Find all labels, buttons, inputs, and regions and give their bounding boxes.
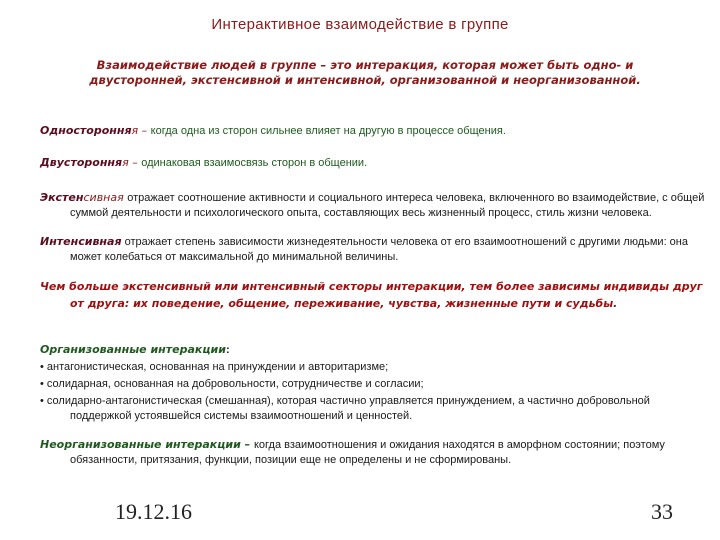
organized-item-3: • солидарно-антагонистическая (смешанная), которая частично управляется принуждением, а частично добровольной поддержкой устоявшейся системы взаимоотношений и ценностей. <box>40 395 650 422</box>
one-sided-term: Одностороння <box>40 124 132 137</box>
unorganized-paragraph <box>40 438 710 467</box>
unorganized-heading: Неорганизованные интеракции – <box>40 438 254 451</box>
organized-heading-text: Организованные интеракции <box>40 343 226 356</box>
footer-date: 19.12.16 <box>115 499 192 524</box>
one-sided-paragraph <box>40 124 710 139</box>
emphasis-paragraph: Чем больше экстенсивный или интенсивный секторы интеракции, тем более зависимы индивиды друг от друга: их поведение, общение, переживание, чувства, жизненные пути и судьбы. <box>40 280 703 310</box>
page-number: 33 <box>651 499 673 524</box>
slide-title: Интерактивное взаимодействие в группе <box>211 16 509 33</box>
intensive-text: отражает степень зависимости жизнедеятельности человека от его взаимоотношений с другими людьми: она может колебаться от максимальной до минимальной величины. <box>70 236 688 263</box>
extensive-term-suffix: сивная <box>83 191 128 204</box>
intensive-term: Интенсивная <box>40 235 122 248</box>
intro-paragraph: Взаимодействие людей в группе – это интеракция, которая может быть одно- и двусторонней, экстенсивной и интенсивной, организованной и неорганизованной. <box>89 58 641 87</box>
unorganized-text: когда взаимоотношения и ожидания находятся в аморфном состоянии; поэтому обязанности, притязания, функции, позиции еще не определены и не сформированы. <box>70 439 665 466</box>
extensive-paragraph <box>40 191 710 220</box>
organized-heading-colon: : <box>225 344 230 356</box>
one-sided-text: когда одна из сторон сильнее влияет на другую в процессе общения. <box>150 125 506 137</box>
intensive-paragraph <box>40 235 710 264</box>
one-sided-term-suffix: я – <box>131 124 151 137</box>
two-sided-term-suffix: я – <box>122 156 142 169</box>
organized-item-2: • солидарная, основанная на добровольности, сотрудничестве и согласии; <box>40 378 424 390</box>
organized-heading <box>40 343 710 358</box>
organized-item-1: • антагонистическая, основанная на принуждении и авторитаризме; <box>40 361 389 373</box>
two-sided-term: Двустороння <box>40 156 123 169</box>
two-sided-paragraph <box>40 156 710 171</box>
extensive-text: отражает соотношение активности и социального интереса человека, включенного во взаимодействие, с общей суммой деятельности и психологического опыта, составляющих весь жизненный процесс, стиль жизни человека. <box>70 192 705 219</box>
two-sided-text: одинаковая взаимосвязь сторон в общении. <box>141 157 368 169</box>
extensive-term: Экстен <box>40 191 84 204</box>
